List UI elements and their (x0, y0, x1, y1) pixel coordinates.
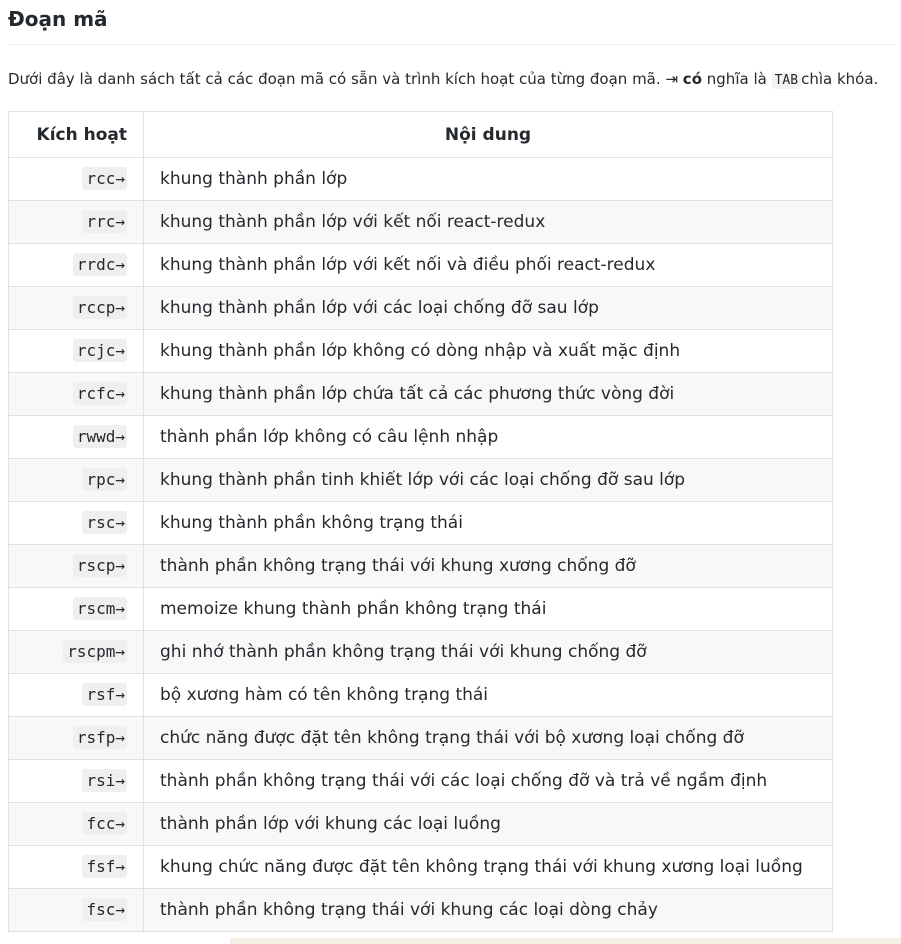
intro-paragraph (8, 67, 895, 93)
intro-bold: có (682, 70, 702, 88)
table-row (9, 631, 833, 674)
trigger-code: rrdc→ (73, 253, 127, 276)
intro-text: Dưới đây là danh sách tất cả các đoạn mã có sẵn và trình kích hoạt của từng đoạn mã. (8, 70, 661, 88)
trigger-cell (9, 889, 144, 932)
trigger-code: rcjc→ (73, 339, 127, 362)
trigger-cell (9, 717, 144, 760)
trigger-cell (9, 760, 144, 803)
table-row (9, 502, 833, 545)
bottom-edge (230, 938, 901, 944)
table-row (9, 416, 833, 459)
table-header-row (9, 112, 833, 158)
trigger-cell (9, 846, 144, 889)
content-cell: memoize khung thành phần không trạng thái (144, 588, 833, 631)
content-cell: bộ xương hàm có tên không trạng thái (144, 674, 833, 717)
content-cell: thành phần không trạng thái với khung xương chống đỡ (144, 545, 833, 588)
trigger-code: fsc→ (82, 898, 127, 921)
content-cell: thành phần lớp với khung các loại luồng (144, 803, 833, 846)
trigger-code: rscp→ (73, 554, 127, 577)
snippets-table (8, 111, 833, 932)
table-row (9, 244, 833, 287)
trigger-code: rsf→ (82, 683, 127, 706)
table-row (9, 803, 833, 846)
trigger-cell (9, 502, 144, 545)
trigger-code: rwwd→ (73, 425, 127, 448)
table-row (9, 588, 833, 631)
table-row (9, 158, 833, 201)
tab-arrow-icon: ⇥ (665, 70, 679, 88)
table-row (9, 846, 833, 889)
intro-middle: nghĩa là (706, 70, 767, 88)
content-cell: khung thành phần lớp không có dòng nhập và xuất mặc định (144, 330, 833, 373)
trigger-cell (9, 803, 144, 846)
trigger-cell (9, 588, 144, 631)
trigger-cell (9, 416, 144, 459)
trigger-cell (9, 545, 144, 588)
trigger-cell (9, 674, 144, 717)
content-cell: khung thành phần lớp chứa tất cả các phương thức vòng đời (144, 373, 833, 416)
trigger-cell (9, 287, 144, 330)
trigger-code: rscm→ (73, 597, 127, 620)
trigger-code: rsfp→ (73, 726, 127, 749)
trigger-code: rsc→ (82, 511, 127, 534)
table-row (9, 330, 833, 373)
trigger-code: rsi→ (82, 769, 127, 792)
content-cell: chức năng được đặt tên không trạng thái với bộ xương loại chống đỡ (144, 717, 833, 760)
table-row (9, 674, 833, 717)
tab-key-code: TAB (772, 72, 801, 89)
content-cell: khung thành phần không trạng thái (144, 502, 833, 545)
trigger-cell (9, 244, 144, 287)
content-cell: khung chức năng được đặt tên không trạng thái với khung xương loại luồng (144, 846, 833, 889)
trigger-code: fcc→ (82, 812, 127, 835)
trigger-cell (9, 158, 144, 201)
trigger-code: rrc→ (82, 210, 127, 233)
table-row (9, 459, 833, 502)
trigger-cell (9, 330, 144, 373)
trigger-cell (9, 631, 144, 674)
trigger-code: rpc→ (82, 468, 127, 491)
content-cell: khung thành phần lớp (144, 158, 833, 201)
content-cell: khung thành phần lớp với kết nối react-redux (144, 201, 833, 244)
table-row (9, 760, 833, 803)
trigger-code: rccp→ (73, 296, 127, 319)
table-row (9, 201, 833, 244)
trigger-cell (9, 459, 144, 502)
table-row (9, 287, 833, 330)
content-cell: thành phần lớp không có câu lệnh nhập (144, 416, 833, 459)
section-heading: Đoạn mã (8, 0, 895, 45)
table-row (9, 545, 833, 588)
header-content: Nội dung (144, 112, 833, 158)
trigger-code: rcfc→ (73, 382, 127, 405)
header-trigger: Kích hoạt (9, 112, 144, 158)
table-row (9, 717, 833, 760)
table-row (9, 889, 833, 932)
intro-after: chìa khóa. (801, 70, 879, 88)
trigger-cell (9, 373, 144, 416)
content-cell: khung thành phần lớp với các loại chống đỡ sau lớp (144, 287, 833, 330)
content-cell: thành phần không trạng thái với khung các loại dòng chảy (144, 889, 833, 932)
trigger-code: rscpm→ (63, 640, 127, 663)
content-cell: thành phần không trạng thái với các loại chống đỡ và trả về ngầm định (144, 760, 833, 803)
trigger-code: rcc→ (82, 167, 127, 190)
trigger-cell (9, 201, 144, 244)
table-row (9, 373, 833, 416)
content-cell: khung thành phần tinh khiết lớp với các loại chống đỡ sau lớp (144, 459, 833, 502)
content-cell: ghi nhớ thành phần không trạng thái với khung chống đỡ (144, 631, 833, 674)
trigger-code: fsf→ (82, 855, 127, 878)
content-cell: khung thành phần lớp với kết nối và điều phối react-redux (144, 244, 833, 287)
